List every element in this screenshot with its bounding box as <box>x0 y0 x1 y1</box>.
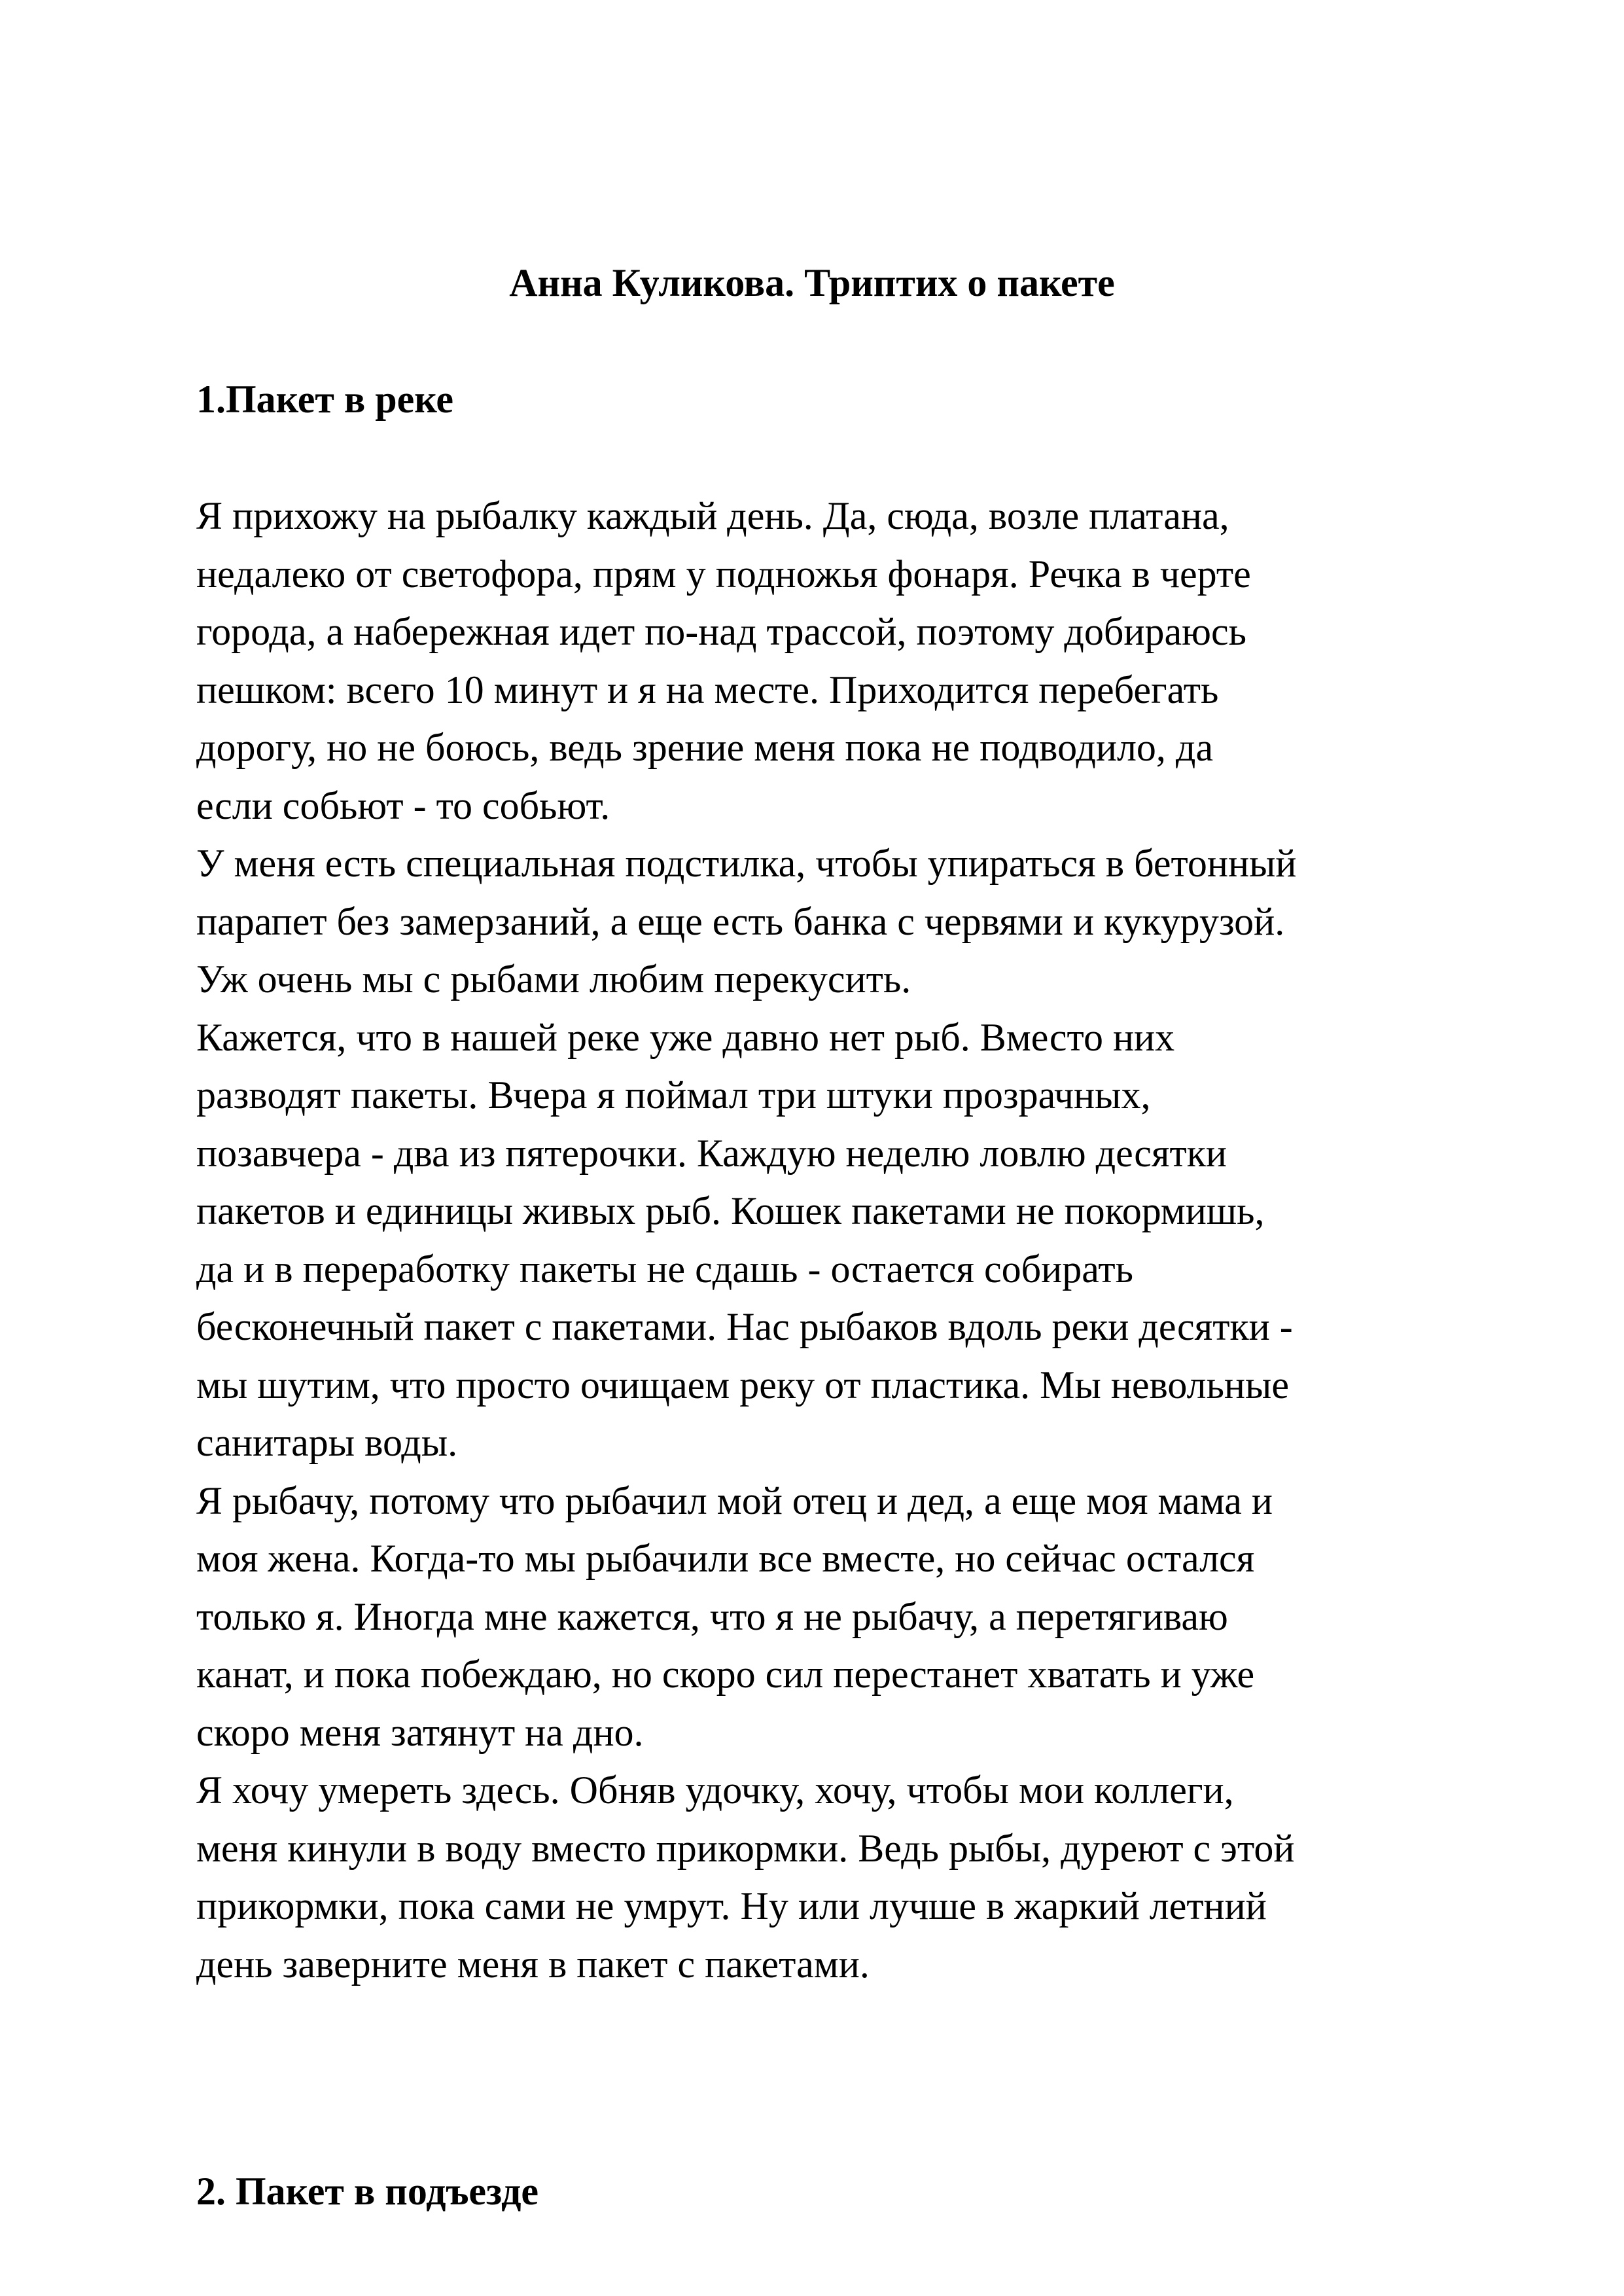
body-line: Я рыбачу, потому что рыбачил мой отец и дед, а еще моя мама и <box>196 1479 1273 1522</box>
body-line: разводят пакеты. Вчера я поймал три штуки прозрачных, <box>196 1073 1151 1117</box>
section-1-heading: 1.Пакет в реке <box>196 378 453 421</box>
body-line: мы шутим, что просто очищаем реку от пластика. Мы невольные <box>196 1363 1289 1407</box>
section-2-heading: 2. Пакет в подъезде <box>196 2170 539 2213</box>
body-line: только я. Иногда мне кажется, что я не рыбачу, а перетягиваю <box>196 1594 1228 1638</box>
body-line: бесконечный пакет с пакетами. Нас рыбаков вдоль реки десятки - <box>196 1305 1293 1348</box>
section-1-body <box>196 487 1439 1993</box>
body-line: Кажется, что в нашей реке уже давно нет рыб. Вместо них <box>196 1015 1175 1059</box>
body-line: прикормки, пока сами не умрут. Ну или лучше в жаркий летний <box>196 1884 1267 1928</box>
document-title: Анна Куликова. Триптих о пакете <box>509 261 1115 304</box>
body-line: пакетов и единицы живых рыб. Кошек пакетами не покормишь, <box>196 1189 1265 1232</box>
body-line: недалеко от светофора, прям у подножья фонаря. Речка в черте <box>196 552 1251 596</box>
body-line: Я прихожу на рыбалку каждый день. Да, сюда, возле платана, <box>196 494 1229 537</box>
body-line: канат, и пока побеждаю, но скоро сил перестанет хватать и уже <box>196 1653 1255 1696</box>
body-line: города, а набережная идет по-над трассой, поэтому добираюсь <box>196 610 1246 653</box>
body-line: день заверните меня в пакет с пакетами. <box>196 1942 870 1986</box>
body-line: Уж очень мы с рыбами любим перекусить. <box>196 958 911 1001</box>
body-line: дорогу, но не боюсь, ведь зрение меня пока не подводило, да <box>196 726 1214 769</box>
body-line: скоро меня затянут на дно. <box>196 1710 644 1754</box>
body-line: Я хочу умереть здесь. Обняв удочку, хочу, чтобы мои коллеги, <box>196 1768 1234 1812</box>
body-line: моя жена. Когда-то мы рыбачили все вместе, но сейчас остался <box>196 1537 1255 1580</box>
body-line: пешком: всего 10 минут и я на месте. Приходится перебегать <box>196 668 1219 711</box>
body-line: меня кинули в воду вместо прикормки. Ведь рыбы, дуреют с этой <box>196 1826 1295 1870</box>
body-line: санитары воды. <box>196 1421 458 1464</box>
body-line: парапет без замерзаний, а еще есть банка с червями и кукурузой. <box>196 899 1285 943</box>
body-line: позавчера - два из пятерочки. Каждую неделю ловлю десятки <box>196 1131 1227 1175</box>
body-line: У меня есть специальная подстилка, чтобы упираться в бетонный <box>196 842 1297 885</box>
body-line: если собьют - то собьют. <box>196 783 610 827</box>
body-line: да и в переработку пакеты не сдашь - остается собирать <box>196 1247 1133 1291</box>
